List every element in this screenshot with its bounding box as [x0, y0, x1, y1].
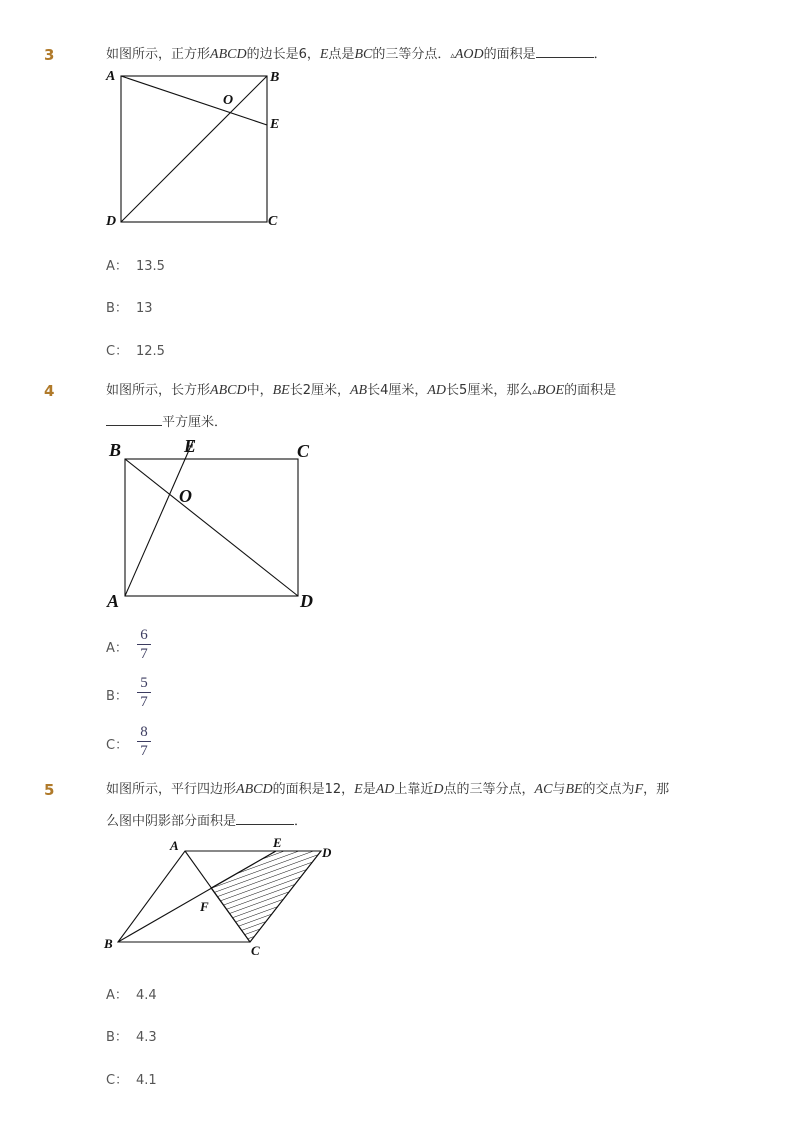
- svg-text:B: B: [104, 936, 113, 951]
- svg-text:A: A: [106, 69, 116, 84]
- svg-text:O: O: [223, 93, 234, 108]
- question-text: 如图所示，平行四边形ABCD的面积是12，E是AD上靠近D点的三等分点，AC与BE的交点为F，那: [106, 782, 670, 797]
- parallelogram-figure: [100, 835, 350, 963]
- svg-text:B: B: [270, 70, 280, 85]
- option-c[interactable]: C： 4.1: [106, 1073, 157, 1088]
- svg-text:D: D: [106, 214, 117, 229]
- question-number: 3: [44, 46, 55, 64]
- svg-text:C: C: [268, 214, 278, 229]
- answer-blank: [536, 45, 594, 58]
- answer-blank: [106, 413, 162, 426]
- question-text-line2: 么图中阴影部分面积是 ．: [106, 814, 308, 829]
- square-figure: [100, 68, 300, 233]
- fraction-a: 6 7: [137, 627, 151, 662]
- svg-text:C: C: [251, 943, 260, 958]
- question-text: 如图所示，正方形ABCD的边长是6，E点是BC的三等分点．▵AOD的面积是 ．: [106, 47, 607, 62]
- option-a[interactable]: A：: [106, 641, 128, 656]
- question-number: 5: [44, 781, 55, 799]
- svg-text:A: A: [170, 838, 179, 853]
- svg-text:C: C: [297, 441, 310, 461]
- svg-text:D: D: [322, 845, 332, 860]
- option-b[interactable]: B： 4.3: [106, 1030, 157, 1045]
- svg-text:E: E: [270, 117, 280, 132]
- svg-text:A: A: [107, 591, 120, 611]
- question-text: 如图所示，长方形ABCD中，BE长2厘米，AB长4厘米，AD长5厘米，那么▵BOE的面积是: [106, 383, 617, 398]
- option-b[interactable]: B： 13: [106, 301, 153, 316]
- question-number: 4: [44, 382, 55, 400]
- svg-text:F: F: [200, 899, 209, 914]
- fraction-c: 8 7: [137, 724, 151, 759]
- svg-text:E: E: [273, 835, 282, 850]
- option-a[interactable]: A： 13.5: [106, 259, 165, 274]
- svg-text:D: D: [300, 591, 313, 611]
- option-c[interactable]: C：: [106, 738, 129, 753]
- svg-text:O: O: [179, 486, 192, 506]
- answer-blank: [236, 812, 294, 825]
- option-b[interactable]: B：: [106, 689, 128, 704]
- option-c[interactable]: C： 12.5: [106, 344, 165, 359]
- svg-text:E: E: [184, 436, 197, 456]
- question-text-line2: 平方厘米．: [106, 413, 227, 433]
- rectangle-figure: [100, 435, 330, 615]
- option-a[interactable]: A： 4.4: [106, 988, 157, 1003]
- fraction-b: 5 7: [137, 675, 151, 710]
- svg-text:B: B: [109, 440, 122, 460]
